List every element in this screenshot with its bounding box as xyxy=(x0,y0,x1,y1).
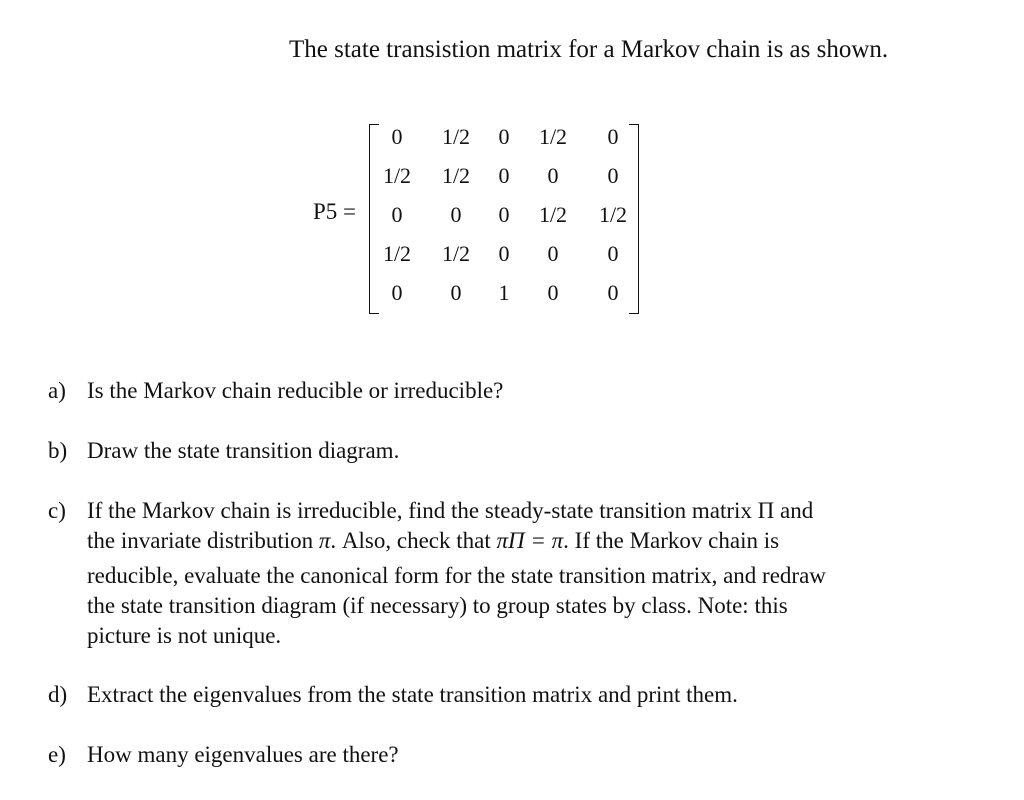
matrix-cell: 0 xyxy=(547,163,559,188)
text-fragment: . If the Markov chain is xyxy=(563,528,780,553)
matrix-cell: 1/2 xyxy=(538,124,568,149)
matrix-cell: 0 xyxy=(547,241,559,266)
matrix-cell: 1/2 xyxy=(441,163,471,188)
pi-equation: πΠ = π xyxy=(496,528,564,553)
text-fragment: the invariate distribution xyxy=(87,528,319,553)
matrix-label: P5 = xyxy=(313,199,357,224)
matrix-cell: 1/2 xyxy=(538,202,568,227)
question-text xyxy=(87,496,937,651)
matrix-cell: 0 xyxy=(607,280,619,305)
question-text: Is the Markov chain reducible or irreducible? xyxy=(87,378,504,403)
matrix-cell: 0 xyxy=(498,124,510,149)
problem-title: The state transistion matrix for a Markov chain is as shown. xyxy=(289,36,889,63)
matrix-cell: 1/2 xyxy=(441,124,471,149)
text-fragment: . Also, check that xyxy=(330,528,497,553)
matrix-cell: 1/2 xyxy=(598,202,628,227)
matrix-cell: 1/2 xyxy=(382,163,412,188)
question-letter: a) xyxy=(48,378,66,403)
matrix-cell: 0 xyxy=(391,124,403,149)
matrix-cell: 0 xyxy=(391,202,403,227)
question-c-line4: the state transition diagram (if necessary) to group states by class. Note: this xyxy=(87,593,788,618)
matrix-cell: 0 xyxy=(607,163,619,188)
question-letter: d) xyxy=(48,682,68,707)
matrix-cell: 0 xyxy=(450,280,462,305)
matrix-cell: 1 xyxy=(498,280,510,305)
question-letter: c) xyxy=(48,498,66,523)
question-letter: e) xyxy=(48,742,66,767)
matrix-cell: 1/2 xyxy=(441,241,471,266)
matrix-cell: 0 xyxy=(450,202,462,227)
question-text: How many eigenvalues are there? xyxy=(87,742,399,767)
question-c-line1: If the Markov chain is irreducible, find the steady-state transition matrix Π and xyxy=(87,498,814,523)
matrix-cell: 0 xyxy=(547,280,559,305)
question-c-line5: picture is not unique. xyxy=(87,623,282,648)
question-letter: b) xyxy=(48,438,68,463)
pi-symbol: π xyxy=(318,528,331,553)
question-c-line3: reducible, evaluate the canonical form for the state transition matrix, and redraw xyxy=(87,563,826,588)
matrix-cell: 0 xyxy=(607,124,619,149)
matrix-cell: 0 xyxy=(391,280,403,305)
matrix-cell: 0 xyxy=(498,163,510,188)
matrix-cell: 0 xyxy=(498,241,510,266)
question-text: Draw the state transition diagram. xyxy=(87,438,400,463)
question-c-line2 xyxy=(87,526,937,556)
matrix-cell: 0 xyxy=(498,202,510,227)
matrix-cell: 1/2 xyxy=(382,241,412,266)
matrix-cell: 0 xyxy=(607,241,619,266)
question-text: Extract the eigenvalues from the state transition matrix and print them. xyxy=(87,682,738,707)
